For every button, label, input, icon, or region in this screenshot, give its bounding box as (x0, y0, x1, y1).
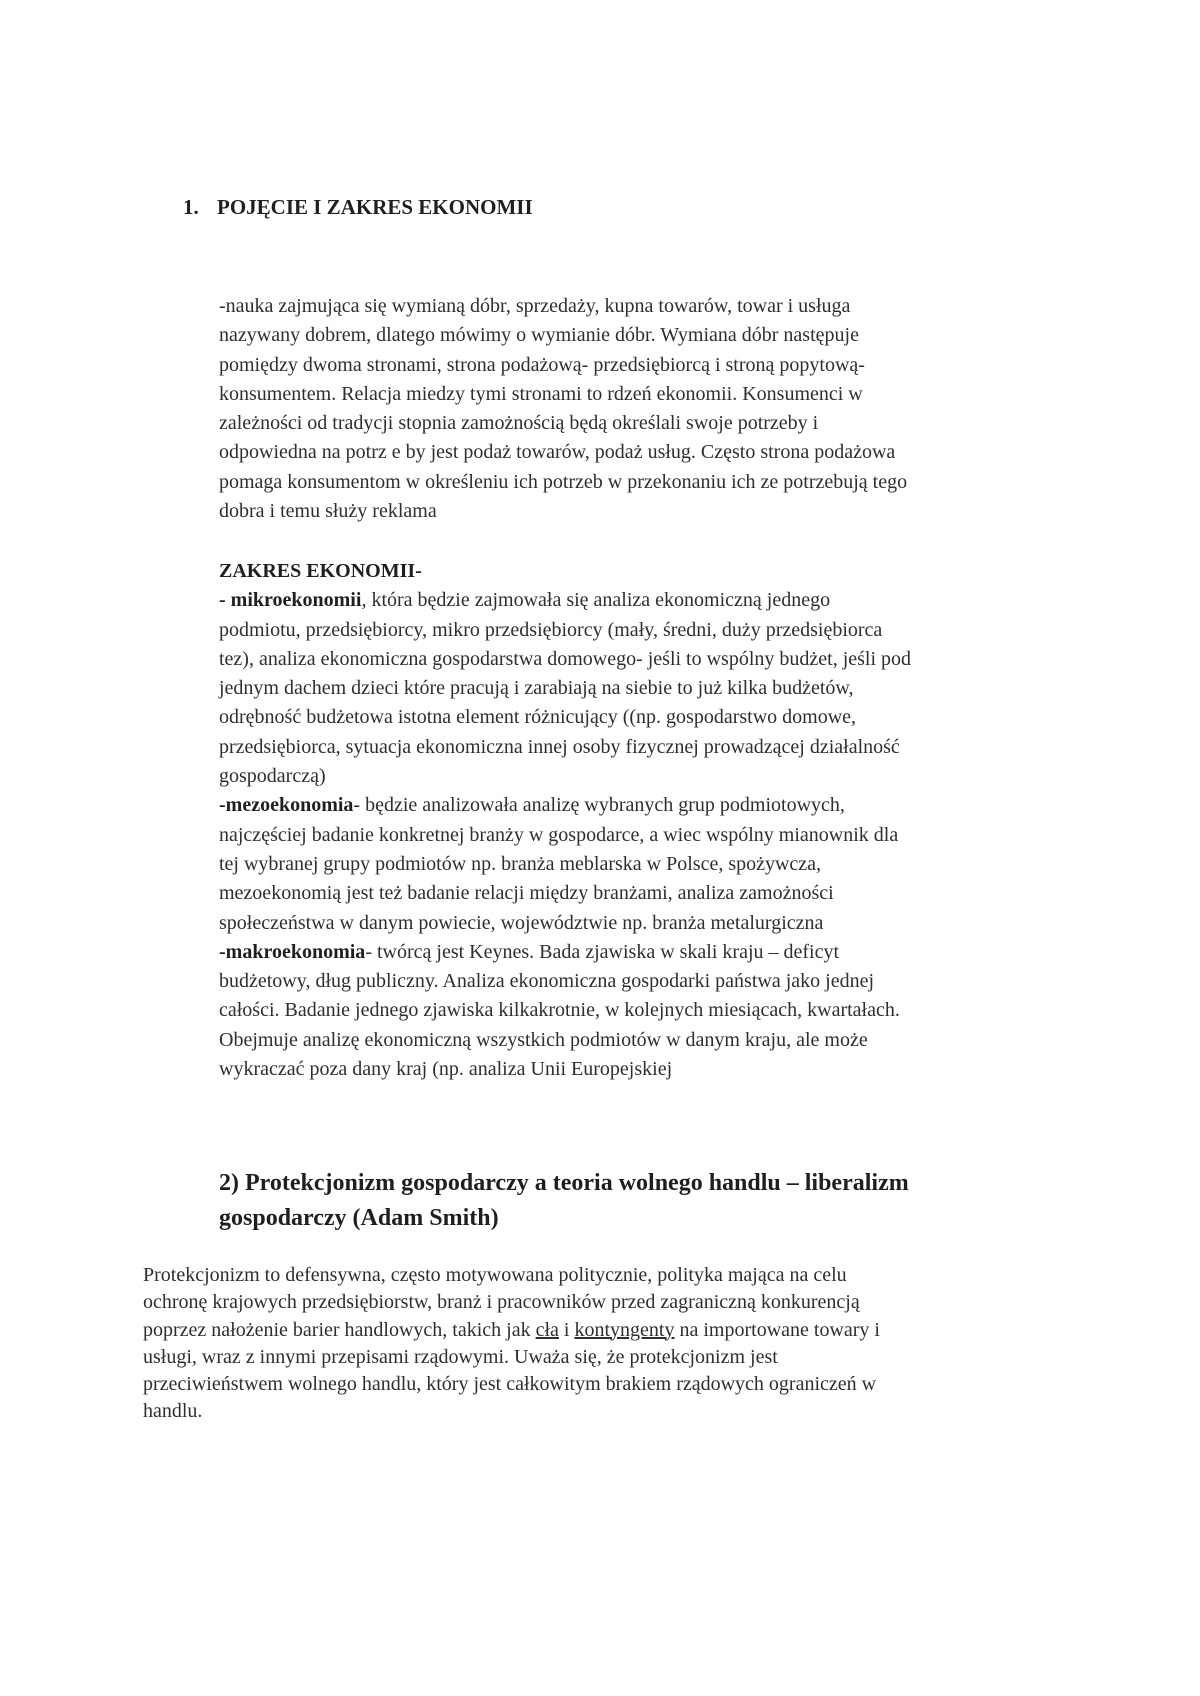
paragraph-line: dobra i temu służy reklama (219, 500, 437, 523)
paragraph-line: usługi, wraz z innymi przepisami rządowymi. Uważa się, że protekcjonizm jest (143, 1345, 778, 1368)
text-fragment: na importowane towary i (674, 1318, 880, 1341)
section-1-heading (183, 195, 533, 220)
mezo-first-line (219, 791, 1099, 820)
mezo-line: najczęściej badanie konkretnej branży w gospodarce, a wiec wspólny mianownik dla (219, 823, 899, 846)
mikro-line: gospodarczą) (219, 765, 326, 788)
mikro-line: jednym dachem dzieci które pracują i zarabiają na siebie to już kilka budżetów, (219, 677, 854, 700)
mikro-line: odrębność budżetowa istotna element różnicujący ((np. gospodarstwo domowe, (219, 706, 857, 729)
paragraph-line: zależności od tradycji stopnia zamożnością będą określali swoje potrzeby i (219, 412, 819, 435)
section-2-title-line: gospodarczy (Adam Smith) (219, 1205, 499, 1231)
mezo-line: tej wybranej grupy podmiotów np. branża meblarska w Polsce, spożywcza, (219, 852, 822, 875)
paragraph-line: pomiędzy dwoma stronami, strona podażową- przedsiębiorcą i stroną popytową- (219, 353, 865, 376)
paragraph-line: nazywany dobrem, dlatego mówimy o wymianie dóbr. Wymiana dóbr następuje (219, 324, 859, 347)
mikro-term: mikroekonomii (230, 589, 362, 612)
mikro-first-line-rest: , która będzie zajmowała się analiza ekonomiczną jednego (361, 589, 831, 612)
paragraph-line: Protekcjonizm to defensywna, często motywowana politycznie, polityka mająca na celu (143, 1264, 847, 1286)
mezo-term: -mezoekonomia (219, 794, 354, 817)
mikro-line: podmiotu, przedsiębiorcy, mikro przedsiębiorcy (mały, średni, duży przedsiębiorca (219, 618, 883, 641)
makro-term: -makroekonomia (219, 940, 366, 963)
paragraph-line-with-links (143, 1317, 1103, 1344)
makro-line: budżetowy, dług publiczny. Analiza ekonomiczna gospodarki państwa jako jednej (219, 970, 874, 993)
paragraph-line: -nauka zajmująca się wymianą dóbr, sprzedaży, kupna towarów, towar i usługa (219, 295, 851, 317)
makro-line: całości. Badanie jednego zjawiska kilkakrotnie, w kolejnych miesiącach, kwartałach. (219, 999, 900, 1022)
cla-link[interactable]: cła (535, 1318, 559, 1341)
mikro-line: tez), analiza ekonomiczna gospodarstwa domowego- jeśli to wspólny budżet, jeśli pod (219, 647, 912, 670)
mikro-prefix: - (219, 589, 231, 612)
section-2-heading (219, 1166, 909, 1236)
zakres-heading: ZAKRES EKONOMII- (219, 560, 422, 582)
makro-first-line (219, 938, 1099, 967)
makro-line: wykraczać poza dany kraj (np. analiza Unii Europejskiej (219, 1058, 673, 1081)
makro-first-line-rest: - twórcą jest Keynes. Bada zjawiska w skali kraju – deficyt (365, 940, 840, 963)
paragraph-line: konsumentem. Relacja miedzy tymi stronami to rdzeń ekonomii. Konsumenci w (219, 382, 863, 405)
paragraph-line: przeciwieństwem wolnego handlu, który jest całkowitym brakiem rządowych ograniczeń w (143, 1373, 877, 1396)
mezo-first-line-rest: - będzie analizowała analizę wybranych grup podmiotowych, (353, 794, 845, 817)
section-2-title-line: 2) Protekcjonizm gospodarczy a teoria wolnego handlu – liberalizm (219, 1170, 909, 1196)
zakres-ekonomii-section (219, 557, 1099, 1084)
section-1-paragraph (219, 292, 1099, 526)
paragraph-line: odpowiedna na potrz e by jest podaż towarów, podaż usług. Często strona podażowa (219, 441, 896, 464)
text-fragment: i (558, 1318, 575, 1341)
mikro-line: przedsiębiorca, sytuacja ekonomiczna innej osoby fizycznej prowadzącej działalność (219, 735, 900, 758)
section-2-paragraph (143, 1262, 1103, 1426)
makro-line: Obejmuje analizę ekonomiczną wszystkich podmiotów w danym kraju, ale może (219, 1028, 868, 1051)
paragraph-line: handlu. (143, 1400, 203, 1423)
kontyngenty-link[interactable]: kontyngenty (574, 1318, 675, 1341)
text-fragment: poprzez nałożenie barier handlowych, takich jak (143, 1318, 536, 1341)
section-1-title: POJĘCIE I ZAKRES EKONOMII (217, 195, 533, 219)
mezo-line: społeczeństwa w danym powiecie, województwie np. branża metalurgiczna (219, 911, 824, 934)
paragraph-line: pomaga konsumentom w określeniu ich potrzeb w przekonaniu ich ze potrzebują tego (219, 470, 908, 493)
mikro-first-line (219, 586, 1099, 615)
mezo-line: mezoekonomią jest też badanie relacji między branżami, analiza zamożności (219, 882, 834, 905)
section-1-number: 1. (183, 195, 199, 219)
paragraph-line: ochronę krajowych przedsiębiorstw, branż i pracowników przed zagraniczną konkurencją (143, 1291, 860, 1314)
